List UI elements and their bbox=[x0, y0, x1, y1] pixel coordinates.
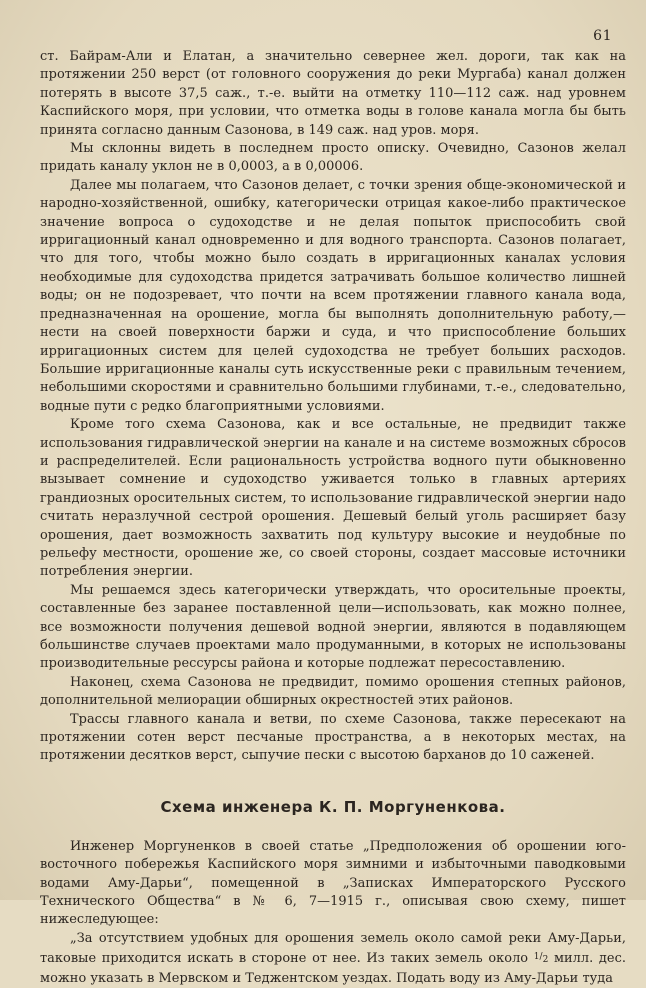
paragraph: Мы решаемся здесь категорически утверждать, что оросительные проекты, составленные без заранее поставленной цели—использовать, как можно полнее, все возможности получения дешевой водной энергии, являются в подавляющем большинстве случаев проектами мало продуманными, в которых не использованы производительные рессурсы района и которые подлежат пересоставлению. bbox=[40, 582, 626, 672]
paragraph-continued: ст. Байрам-Али и Елатан, а значительно севернее жел. дороги, так как на протяжении 250 верст (от головного сооружения до реки Мургаба) канал должен потерять в высоте 37,5 саж., т.-е. выйти на отметку 110—112 саж. над уровнем Каспийского моря, при условии, что отметка воды в голове канала могла бы быть принята согласно данным Сазонова, в 149 саж. над уров. моря. bbox=[40, 49, 626, 138]
page-number: 61 bbox=[593, 28, 612, 44]
paragraph: Трассы главного канала и ветви, по схеме Сазонова, также пересекают на протяжении сотен верст песчаные пространства, а в некоторых местах, на протяжении десятков верст, сыпучие пески с высотою барханов до 10 саженей. bbox=[40, 711, 626, 764]
paragraph: Наконец, схема Сазонова не предвидит, помимо орошения степных районов, дополнительной мелиорации обширных окрестностей этих районов. bbox=[40, 674, 626, 709]
section-heading: Схема инженера К. П. Моргуненкова. bbox=[160, 797, 506, 816]
quote-paragraph bbox=[40, 930, 626, 988]
paragraph: Инженер Моргуненков в своей статье „Предположения об орошении юго-восточного побережья Каспийского моря зимними и избыточными паводковыми водами Аму-Дарьи“, помещенной в „Записках Императорского Русского Технического Общества“ в № 6, 7—1915 г., описывая свою схему, пишет нижеследующее: bbox=[40, 838, 626, 928]
body-text bbox=[40, 48, 626, 988]
quote-text-end: милл. дес. можно указать в Мервском и Теджентском уездах. Подать воду из Аму-Дарьи туда bbox=[40, 951, 626, 986]
fraction-numerator: 1 bbox=[533, 952, 540, 963]
fraction-denominator: 2 bbox=[542, 955, 549, 966]
paragraph: Мы склонны видеть в последнем просто описку. Очевидно, Сазонов желал придать каналу уклон не в 0,0003, а в 0,00006. bbox=[40, 141, 626, 175]
paragraph: Далее мы полагаем, что Сазонов делает, с точки зрения обще-экономической и народно-хозяйственной, ошибку, категорически отрицая какое-либо практическое значение вопроса о судоходстве и не делая попыток приспособить свой ирригационный канал одновременно и для водного транспорта. Сазонов полагает, что для того, чтобы можно было создать в ирригационных каналах условия необходимые для судоходства придется затрачивать большое количество лишней воды; он не подозревает, что почти на всем протяжении главного канала вода, предназначенная на орошение, могла бы выполнять дополнительную работу,—нести на своей поверхности баржи и суда, и что приспособление больших ирригационных систем для целей судоходства не требует больших расходов. Большие ирригационные каналы суть искусственные реки с правильным течением, небольшими скоростями и сравнительно большими глубинами, т.-е., следовательно, водные пути с редко благоприятными условиями. bbox=[40, 177, 626, 414]
paragraph: Кроме того схема Сазонова, как и все остальные, не предвидит также использования гидравлической энергии на канале и на системе возможных сбросов и распределителей. Если рациональность устройства водного пути обыкновенно вызывает сомнение и судоходство уживается только в главных артериях грандиозных оросительных систем, то использование гидравлической энергии надо считать неразлучной сестрой орошения. Дешевый белый уголь расширяет базу орошения, дает возможность захватить под культуру высокие и неудобные по рельефу местности, орошение же, со своей стороны, создает массовые источники потребления энергии. bbox=[40, 417, 626, 580]
fraction: 1/2 bbox=[533, 952, 549, 966]
quote-text-start: „За отсутствием удобных для орошения земель около самой реки Аму-Дарьи, таковые приходится искать в стороне от нее. Из таких земель около bbox=[40, 930, 626, 967]
